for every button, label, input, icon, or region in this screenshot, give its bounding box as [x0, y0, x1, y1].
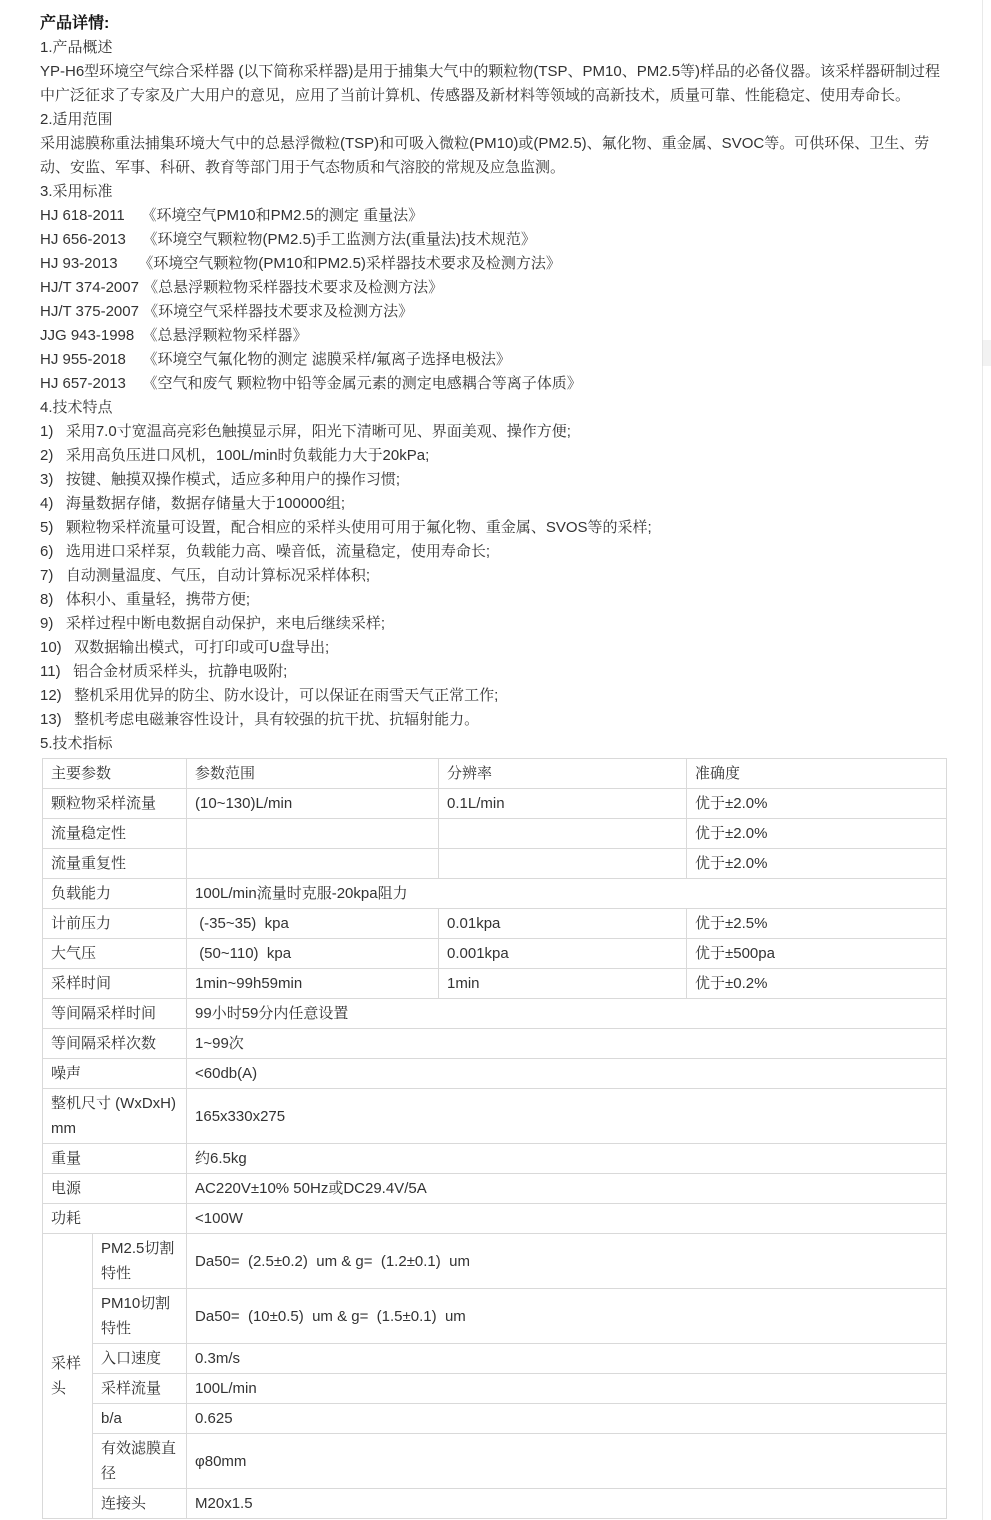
spec-cell: 采样头	[43, 1234, 93, 1519]
spec-cell: 0.001kpa	[439, 939, 687, 969]
spec-cell: AC220V±10% 50Hz或DC29.4V/5A	[187, 1174, 947, 1204]
spec-cell: 流量重复性	[43, 849, 187, 879]
standards-list	[40, 204, 945, 396]
spec-row	[43, 1374, 947, 1404]
spec-cell: 优于±2.0%	[687, 789, 947, 819]
spec-row	[43, 1029, 947, 1059]
spec-row	[43, 1204, 947, 1234]
spec-cell: 99小时59分内任意设置	[187, 999, 947, 1029]
spec-row	[43, 1059, 947, 1089]
spec-cell	[187, 849, 439, 879]
spec-cell: 优于±0.2%	[687, 969, 947, 999]
spec-row	[43, 939, 947, 969]
spec-cell: 负载能力	[43, 879, 187, 909]
spec-row	[43, 1144, 947, 1174]
section-heading-scope: 2.适用范围	[40, 111, 113, 128]
scrollbar-track	[982, 0, 983, 1520]
spec-row	[43, 1344, 947, 1374]
spec-cell: 大气压	[43, 939, 187, 969]
feature-line: 11) 铝合金材质采样头，抗静电吸附;	[40, 663, 288, 680]
spec-cell: 功耗	[43, 1204, 187, 1234]
spec-cell: 优于±2.5%	[687, 909, 947, 939]
spec-cell: Da50= (10±0.5) um & g= (1.5±0.1) um	[187, 1289, 947, 1344]
page-title: 产品详情:	[40, 15, 110, 32]
feature-line: 6) 选用进口采样泵，负载能力高、噪音低，流量稳定，使用寿命长;	[40, 543, 491, 560]
section-heading-standards: 3.采用标准	[40, 183, 113, 200]
spec-cell: PM10切割特性	[93, 1289, 187, 1344]
spec-cell: 1min	[439, 969, 687, 999]
spec-header-row	[43, 759, 947, 789]
spec-cell	[439, 819, 687, 849]
feature-line: 5) 颗粒物采样流量可设置，配合相应的采样头使用可用于氟化物、重金属、SVOS等的采样;	[40, 519, 652, 536]
standard-line: HJ/T 374-2007 《总悬浮颗粒物采样器技术要求及检测方法》	[40, 279, 444, 296]
feature-line: 9) 采样过程中断电数据自动保护，来电后继续采样;	[40, 615, 386, 632]
spec-cell: PM2.5切割特性	[93, 1234, 187, 1289]
spec-cell: <100W	[187, 1204, 947, 1234]
spec-row	[43, 819, 947, 849]
feature-line: 8) 体积小、重量轻，携带方便;	[40, 591, 251, 608]
spec-cell: 等间隔采样次数	[43, 1029, 187, 1059]
standard-line: HJ 955-2018 《环境空气氟化物的测定 滤膜采样/氟离子选择电极法》	[40, 351, 511, 368]
spec-cell: Da50= (2.5±0.2) um & g= (1.2±0.1) um	[187, 1234, 947, 1289]
spec-cell: 1~99次	[187, 1029, 947, 1059]
standard-line: HJ/T 375-2007 《环境空气采样器技术要求及检测方法》	[40, 303, 414, 320]
spec-cell: 噪声	[43, 1059, 187, 1089]
spec-cell: 采样时间	[43, 969, 187, 999]
spec-row	[43, 1234, 947, 1289]
spec-col-header: 分辨率	[439, 759, 687, 789]
spec-col-header: 参数范围	[187, 759, 439, 789]
spec-cell: 0.625	[187, 1404, 947, 1434]
scope-line: 动、安监、军事、科研、教育等部门用于气态物质和气溶胶的常规及应急监测。	[40, 159, 566, 176]
spec-cell: 重量	[43, 1144, 187, 1174]
spec-cell: 等间隔采样时间	[43, 999, 187, 1029]
feature-line: 13) 整机考虑电磁兼容性设计，具有较强的抗干扰、抗辐射能力。	[40, 711, 480, 728]
spec-cell: 0.1L/min	[439, 789, 687, 819]
feature-line: 3) 按键、触摸双操作模式，适应多种用户的操作习惯;	[40, 471, 401, 488]
feature-line: 7) 自动测量温度、气压，自动计算标况采样体积;	[40, 567, 371, 584]
spec-table	[42, 758, 947, 1519]
feature-line: 2) 采用高负压进口风机，100L/min时负载能力大于20kPa;	[40, 447, 430, 464]
spec-cell: 颗粒物采样流量	[43, 789, 187, 819]
feature-line: 10) 双数据输出模式，可打印或可U盘导出;	[40, 639, 330, 656]
spec-cell: 采样流量	[93, 1374, 187, 1404]
section-heading-overview: 1.产品概述	[40, 39, 113, 56]
spec-cell: φ80mm	[187, 1434, 947, 1489]
spec-cell: 连接头	[93, 1489, 187, 1519]
spec-row	[43, 1289, 947, 1344]
spec-cell: 电源	[43, 1174, 187, 1204]
spec-col-header: 主要参数	[43, 759, 187, 789]
spec-cell: 优于±2.0%	[687, 849, 947, 879]
spec-cell: 1min~99h59min	[187, 969, 439, 999]
spec-cell: 优于±2.0%	[687, 819, 947, 849]
features-list	[40, 420, 945, 732]
standard-line: HJ 656-2013 《环境空气颗粒物(PM2.5)手工监测方法(重量法)技术规范》	[40, 231, 536, 248]
standard-line: JJG 943-1998 《总悬浮颗粒物采样器》	[40, 327, 308, 344]
spec-table-body	[43, 789, 947, 1519]
spec-col-header: 准确度	[687, 759, 947, 789]
scope-line: 采用滤膜称重法捕集环境大气中的总悬浮微粒(TSP)和可吸入微粒(PM10)或(PM2.5)、氟化物、重金属、SVOC等。可供环保、卫生、劳	[40, 135, 930, 152]
scrollbar-thumb[interactable]	[982, 340, 991, 366]
spec-row	[43, 1404, 947, 1434]
section-heading-features: 4.技术特点	[40, 399, 113, 416]
spec-row	[43, 789, 947, 819]
section-heading-specs: 5.技术指标	[40, 735, 113, 752]
overview-line: YP-H6型环境空气综合采样器 (以下简称采样器)是用于捕集大气中的颗粒物(TSP、PM10、PM2.5等)样品的必备仪器。该采样器研制过程	[40, 63, 941, 80]
spec-cell: (10~130)L/min	[187, 789, 439, 819]
overview-paragraph	[40, 60, 945, 108]
spec-row	[43, 879, 947, 909]
standard-line: HJ 618-2011 《环境空气PM10和PM2.5的测定 重量法》	[40, 207, 424, 224]
feature-line: 1) 采用7.0寸宽温高亮彩色触摸显示屏，阳光下清晰可见、界面美观、操作方便;	[40, 423, 571, 440]
spec-cell: 整机尺寸 (WxDxH) mm	[43, 1089, 187, 1144]
overview-line: 中广泛征求了专家及广大用户的意见，应用了当前计算机、传感器及新材料等领域的高新技术，质量可靠、性能稳定、使用寿命长。	[40, 87, 911, 104]
spec-row	[43, 999, 947, 1029]
spec-row	[43, 969, 947, 999]
scope-paragraph	[40, 132, 945, 180]
spec-cell: 约6.5kg	[187, 1144, 947, 1174]
spec-cell: 100L/min	[187, 1374, 947, 1404]
spec-row	[43, 1489, 947, 1519]
standard-line: HJ 657-2013 《空气和废气 颗粒物中铅等金属元素的测定电感耦合等离子体质》	[40, 375, 582, 392]
spec-cell: 优于±500pa	[687, 939, 947, 969]
spec-cell: 165x330x275	[187, 1089, 947, 1144]
spec-cell: 100L/min流量时克服-20kpa阻力	[187, 879, 947, 909]
spec-cell	[439, 849, 687, 879]
spec-cell: 入口速度	[93, 1344, 187, 1374]
spec-cell: (50~110) kpa	[187, 939, 439, 969]
feature-line: 12) 整机采用优异的防尘、防水设计，可以保证在雨雪天气正常工作;	[40, 687, 499, 704]
spec-row	[43, 849, 947, 879]
spec-row	[43, 1174, 947, 1204]
feature-line: 4) 海量数据存储，数据存储量大于100000组;	[40, 495, 346, 512]
spec-table-head	[43, 759, 947, 789]
spec-cell: M20x1.5	[187, 1489, 947, 1519]
spec-row	[43, 909, 947, 939]
spec-cell: 0.3m/s	[187, 1344, 947, 1374]
spec-cell: b/a	[93, 1404, 187, 1434]
spec-cell: 计前压力	[43, 909, 187, 939]
spec-cell: 有效滤膜直径	[93, 1434, 187, 1489]
spec-row	[43, 1089, 947, 1144]
spec-cell: <60db(A)	[187, 1059, 947, 1089]
spec-cell	[187, 819, 439, 849]
spec-cell: (-35~35) kpa	[187, 909, 439, 939]
spec-row	[43, 1434, 947, 1489]
spec-cell: 流量稳定性	[43, 819, 187, 849]
spec-cell: 0.01kpa	[439, 909, 687, 939]
standard-line: HJ 93-2013 《环境空气颗粒物(PM10和PM2.5)采样器技术要求及检测方法》	[40, 255, 561, 272]
